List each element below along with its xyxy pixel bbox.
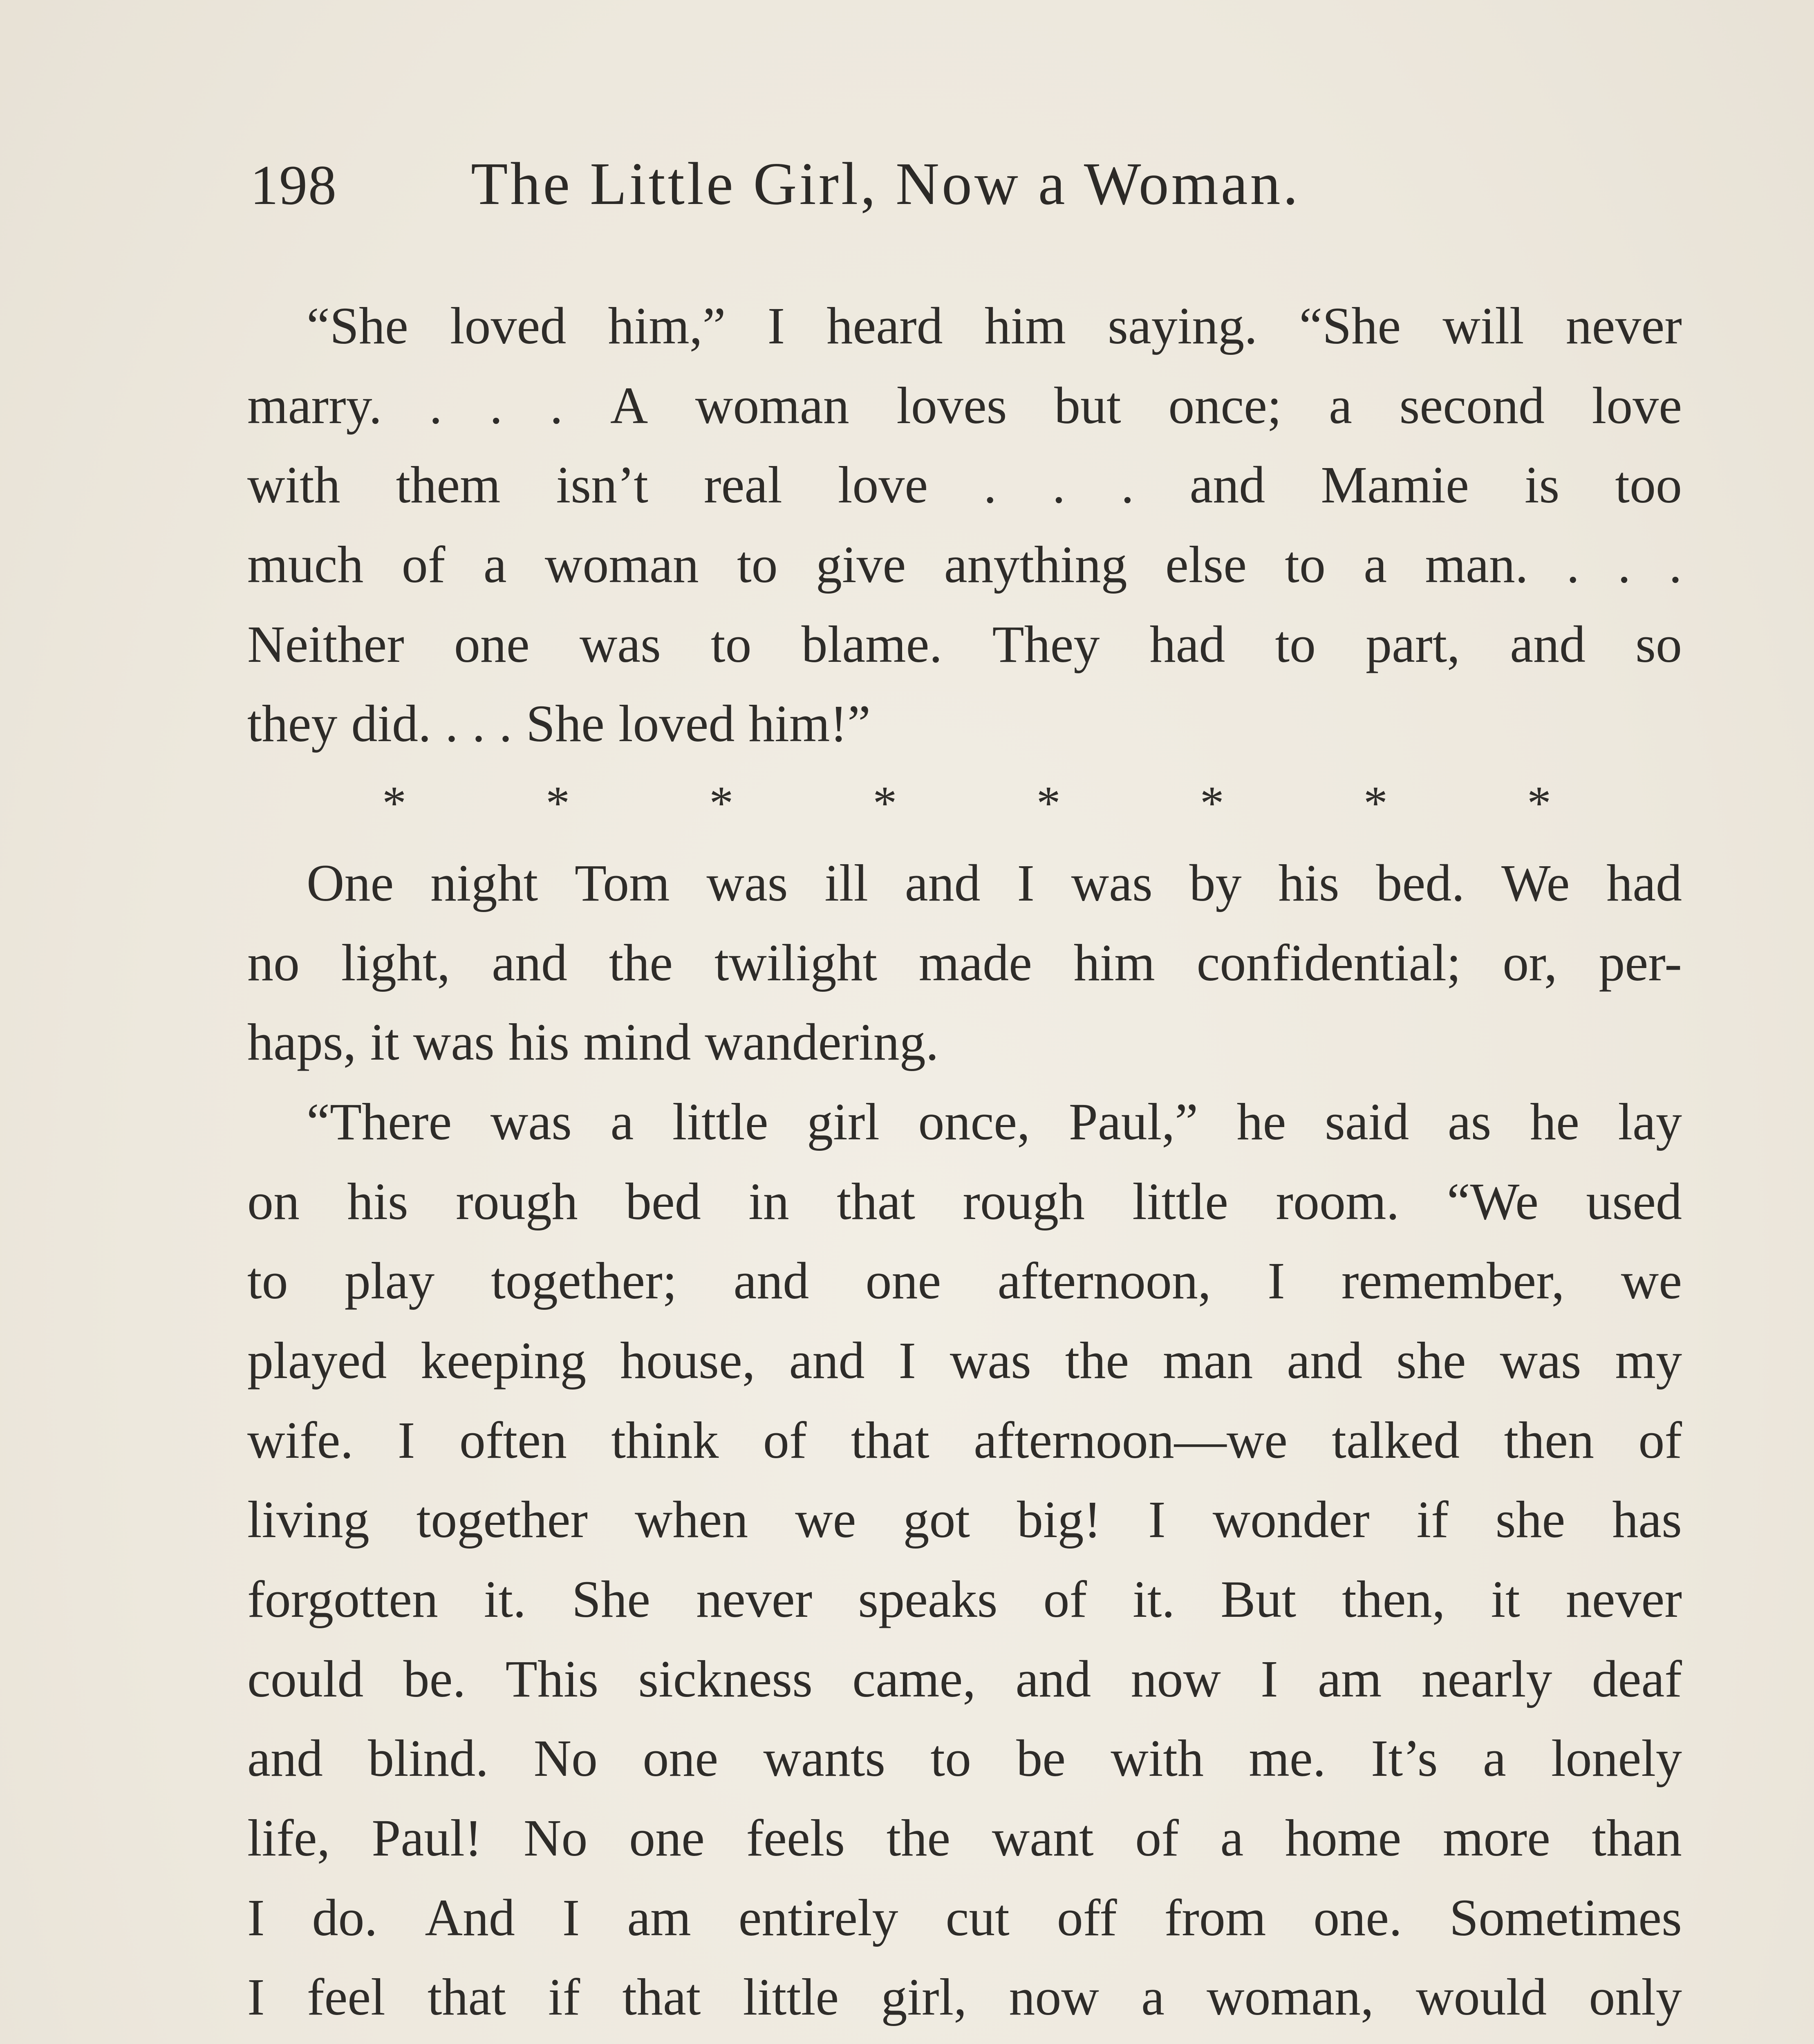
word: One [307,854,394,912]
word: man [1163,1331,1253,1390]
word: and [789,1331,865,1390]
word: once, [918,1092,1030,1151]
star-glyph: * [1527,776,1551,830]
word: him,” [608,297,726,355]
word: girl [807,1092,880,1151]
word: I [1148,1490,1166,1549]
word: She [526,695,605,753]
word: of [1135,1809,1179,1867]
word: ill [824,854,868,912]
word: feel [307,1968,385,2026]
word: house, [620,1331,755,1390]
word: bed. [1376,854,1465,912]
word: never [1565,297,1682,355]
word: “We [1447,1172,1539,1230]
word: heard [826,297,943,355]
word: together [416,1490,588,1549]
word: one. [1313,1888,1402,1947]
word: it [1491,1570,1520,1628]
word: wants [763,1729,886,1788]
word [1109,2037,1239,2044]
word: afternoon, [997,1252,1211,1310]
word: . [445,695,458,753]
word: that [622,1968,701,2026]
word: to [1275,615,1316,673]
word: big! [1017,1490,1102,1549]
word: forgotten [247,1570,438,1628]
word: want [992,1809,1094,1867]
word: she [1396,1331,1466,1390]
word: wandering. [705,1013,939,1071]
word: . [429,376,442,435]
word [627,2037,737,2044]
word: of [1043,1570,1087,1628]
word: I [898,1331,916,1390]
star-glyph: * [709,776,734,830]
word: and [1189,456,1265,514]
word: Neither [247,615,404,673]
word [1368,2037,1484,2044]
word: No [524,1809,588,1867]
word: to [247,1252,288,1310]
word: wife. [247,1411,354,1469]
word: little [743,1968,839,2026]
word: be. [403,1650,466,1708]
word: him [1073,933,1155,992]
book-title: The Little Girl, Now a Woman. [471,150,1301,217]
word [777,2037,960,2044]
word [400,2037,481,2044]
word: one [454,615,530,673]
word [521,2037,588,2044]
word: It’s [1371,1729,1438,1788]
word: on [247,1172,300,1230]
word: was [579,615,661,673]
word: am [1318,1650,1382,1708]
word: anything [944,536,1127,594]
word [1279,2037,1328,2044]
word: little [672,1092,768,1151]
word: one [629,1809,705,1867]
word: living [247,1490,370,1549]
word: would [1416,1968,1547,2026]
word: . [983,456,997,514]
word: love [1592,376,1682,435]
word: Paul! [372,1809,482,1867]
star-glyph: * [873,776,897,830]
word: now [1131,1650,1221,1708]
page-number: 198 [250,154,337,216]
word: lay [1618,1092,1682,1151]
word: the [1065,1331,1129,1390]
word: man. [1425,536,1528,594]
text-line [247,366,1682,446]
word: that [837,1172,916,1230]
word: I [397,1411,415,1469]
word: girl, [881,1968,967,2026]
word: Paul,” [1068,1092,1198,1151]
word: could [247,1650,364,1708]
word: rough [456,1172,578,1230]
word: woman [695,376,849,435]
word: and [1510,615,1586,673]
word: often [459,1411,567,1469]
word: A [610,376,648,435]
word: give [815,536,906,594]
text-line [247,843,1682,923]
word: as [1447,1092,1492,1151]
text-line [247,1162,1682,1242]
word: is [1524,456,1560,514]
word: do. [312,1888,378,1947]
word: haps, [247,1013,356,1071]
text-line [247,1082,1682,1162]
word: his [347,1172,408,1230]
word: wonder [1212,1490,1370,1549]
word: I [247,1888,265,1947]
word [1615,2037,1682,2044]
running-head [250,143,1599,225]
word: She [572,1570,650,1628]
word: a [610,1092,634,1151]
word: “She [1299,297,1401,355]
word: “She [307,297,408,355]
word: entirely [738,1888,898,1947]
word: if [1416,1490,1449,1549]
word: woman, [1207,1968,1374,2026]
word: nearly [1421,1650,1552,1708]
word: off [1057,1888,1117,1947]
word: play [344,1252,435,1310]
word: to [737,536,778,594]
text-line [247,286,1682,366]
word: I [1017,854,1035,912]
word: blind. [368,1729,489,1788]
star-glyph: * [382,776,406,830]
section-break-stars [247,764,1682,843]
word: the [609,933,673,992]
word: she [1495,1490,1565,1549]
word: love [838,456,928,514]
word: . [489,376,503,435]
word: . [499,695,512,753]
word: room. [1276,1172,1400,1230]
word: more [1442,1809,1550,1867]
word: too [1615,456,1682,514]
word: second [1399,376,1545,435]
word: to [710,615,752,673]
word: with [247,456,340,514]
word: twilight [714,933,878,992]
word: . [1121,456,1134,514]
word: a [483,536,507,594]
word: now [1009,1968,1099,2026]
word: his [1278,854,1339,912]
word: once; [1168,376,1282,435]
word: Tom [574,854,670,912]
word: be [1016,1729,1066,1788]
word: I [1261,1650,1278,1708]
star-glyph: * [1200,776,1224,830]
word: keeping [421,1331,587,1390]
word: to [1285,536,1326,594]
word: feels [746,1809,845,1867]
word: made [918,933,1032,992]
word: real [703,456,782,514]
word: was [950,1331,1031,1390]
word: talked [1332,1411,1460,1469]
word: had [1149,615,1225,673]
word: than [1592,1809,1682,1867]
text-line [247,1480,1682,1560]
word: was [706,854,788,912]
word: bed [625,1172,701,1230]
word: mind [583,1013,691,1071]
word: he [1236,1092,1286,1151]
word: got [903,1490,970,1549]
word: will [1442,297,1524,355]
word: was [1071,854,1153,912]
word: part, [1366,615,1460,673]
word: him [984,297,1066,355]
text-line [247,684,1682,764]
text-line [247,1560,1682,1639]
word: him!” [748,695,871,753]
word: and [905,854,981,912]
word: little [1132,1172,1228,1230]
word: deaf [1592,1650,1682,1708]
word: No [533,1729,598,1788]
word: and [1287,1331,1363,1390]
word: it. [1133,1570,1175,1628]
word: cut [945,1888,1010,1947]
word: . [1566,536,1580,594]
word: a [1220,1809,1244,1867]
word: played [247,1331,387,1390]
word: then, [1342,1570,1445,1628]
word: They [992,615,1100,673]
word: speaks [858,1570,998,1628]
word: but [1054,376,1121,435]
word: per- [1599,933,1682,992]
text-line [247,2037,1682,2044]
text-line [247,445,1682,525]
word: when [635,1490,748,1549]
text-line [247,1401,1682,1480]
word: from [1164,1888,1266,1947]
word: a [1329,376,1352,435]
word: remember, [1341,1252,1565,1310]
word: has [1612,1490,1682,1549]
body-text [247,286,1682,2044]
word: afternoon—we [974,1411,1288,1469]
text-line [247,1878,1682,1958]
word: marry. [247,376,382,435]
word: his [508,1013,570,1071]
word: the [886,1809,951,1867]
word: think [611,1411,719,1469]
word: it [370,1013,399,1071]
word: home [1285,1809,1402,1867]
word: then [1504,1411,1594,1469]
word: they [247,695,338,753]
word: woman [544,536,699,594]
word: Sometimes [1449,1888,1682,1947]
word: together; [491,1252,677,1310]
word: to [930,1729,971,1788]
word: . [1617,536,1631,594]
word: me. [1249,1729,1326,1788]
word: came, [852,1650,976,1708]
word: much [247,536,364,594]
word: am [627,1888,691,1947]
word: But [1221,1570,1297,1628]
word: that [851,1411,929,1469]
word [1523,2037,1576,2044]
text-line [247,1798,1682,1878]
word: loved [618,695,735,753]
word: one [865,1252,941,1310]
word: . [1052,456,1066,514]
word: lonely [1551,1729,1682,1788]
word: of [401,536,446,594]
word: a [1141,1968,1165,2026]
word: and [492,933,567,992]
word: I [1268,1252,1285,1310]
word: . [472,695,485,753]
text-line [247,525,1682,605]
word: so [1635,615,1682,673]
word: them [396,456,501,514]
word: and [733,1252,809,1310]
word: or, [1503,933,1557,992]
star-glyph: * [546,776,570,830]
word: . [550,376,563,435]
word: a [1364,536,1387,594]
word: of [763,1411,807,1469]
word: loved [450,297,567,355]
word: no [247,933,300,992]
word: if [548,1968,580,2026]
text-line [247,1321,1682,1401]
word: and [247,1729,323,1788]
word: life, [247,1809,330,1867]
word: said [1325,1092,1409,1151]
word: it. [484,1570,526,1628]
word: by [1189,854,1242,912]
word [999,2037,1069,2044]
word: of [1638,1411,1682,1469]
star-glyph: * [1363,776,1388,830]
word: isn’t [556,456,648,514]
word: loves [896,376,1007,435]
word: We [1501,854,1570,912]
word: a [1483,1729,1506,1788]
word: was [490,1092,572,1151]
word: I [767,297,785,355]
word: else [1165,536,1247,594]
word: saying. [1108,297,1258,355]
word: did. [351,695,431,753]
text-line [247,1639,1682,1719]
word: This [505,1650,599,1708]
word: “There [307,1092,452,1151]
word: . [1668,536,1682,594]
word: we [795,1490,856,1549]
word: rough [963,1172,1085,1230]
word: in [748,1172,789,1230]
word: only [1589,1968,1682,2026]
star-glyph: * [1036,776,1061,830]
word: he [1530,1092,1579,1151]
word: I [562,1888,580,1947]
word: was [1500,1331,1581,1390]
word: confidential; [1196,933,1461,992]
word: sickness [638,1650,813,1708]
word: that [427,1968,506,2026]
word: had [1606,854,1682,912]
word: I [247,1968,265,2026]
text-line [247,1719,1682,1798]
text-line [247,1241,1682,1321]
word: my [1615,1331,1682,1390]
word: Mamie [1321,456,1469,514]
word: light, [341,933,450,992]
word: with [1111,1729,1204,1788]
text-line [247,923,1682,1003]
word: never [1565,1570,1682,1628]
text-line [247,605,1682,684]
word: one [643,1729,719,1788]
word: night [430,854,538,912]
word: used [1586,1172,1682,1230]
word: we [1621,1252,1682,1310]
word: was [413,1013,495,1071]
word: And [425,1888,515,1947]
word [247,2037,361,2044]
text-line [247,1957,1682,2037]
word: and [1015,1650,1091,1708]
word: blame. [801,615,943,673]
word: never [696,1570,813,1628]
text-line [247,1002,1682,1082]
